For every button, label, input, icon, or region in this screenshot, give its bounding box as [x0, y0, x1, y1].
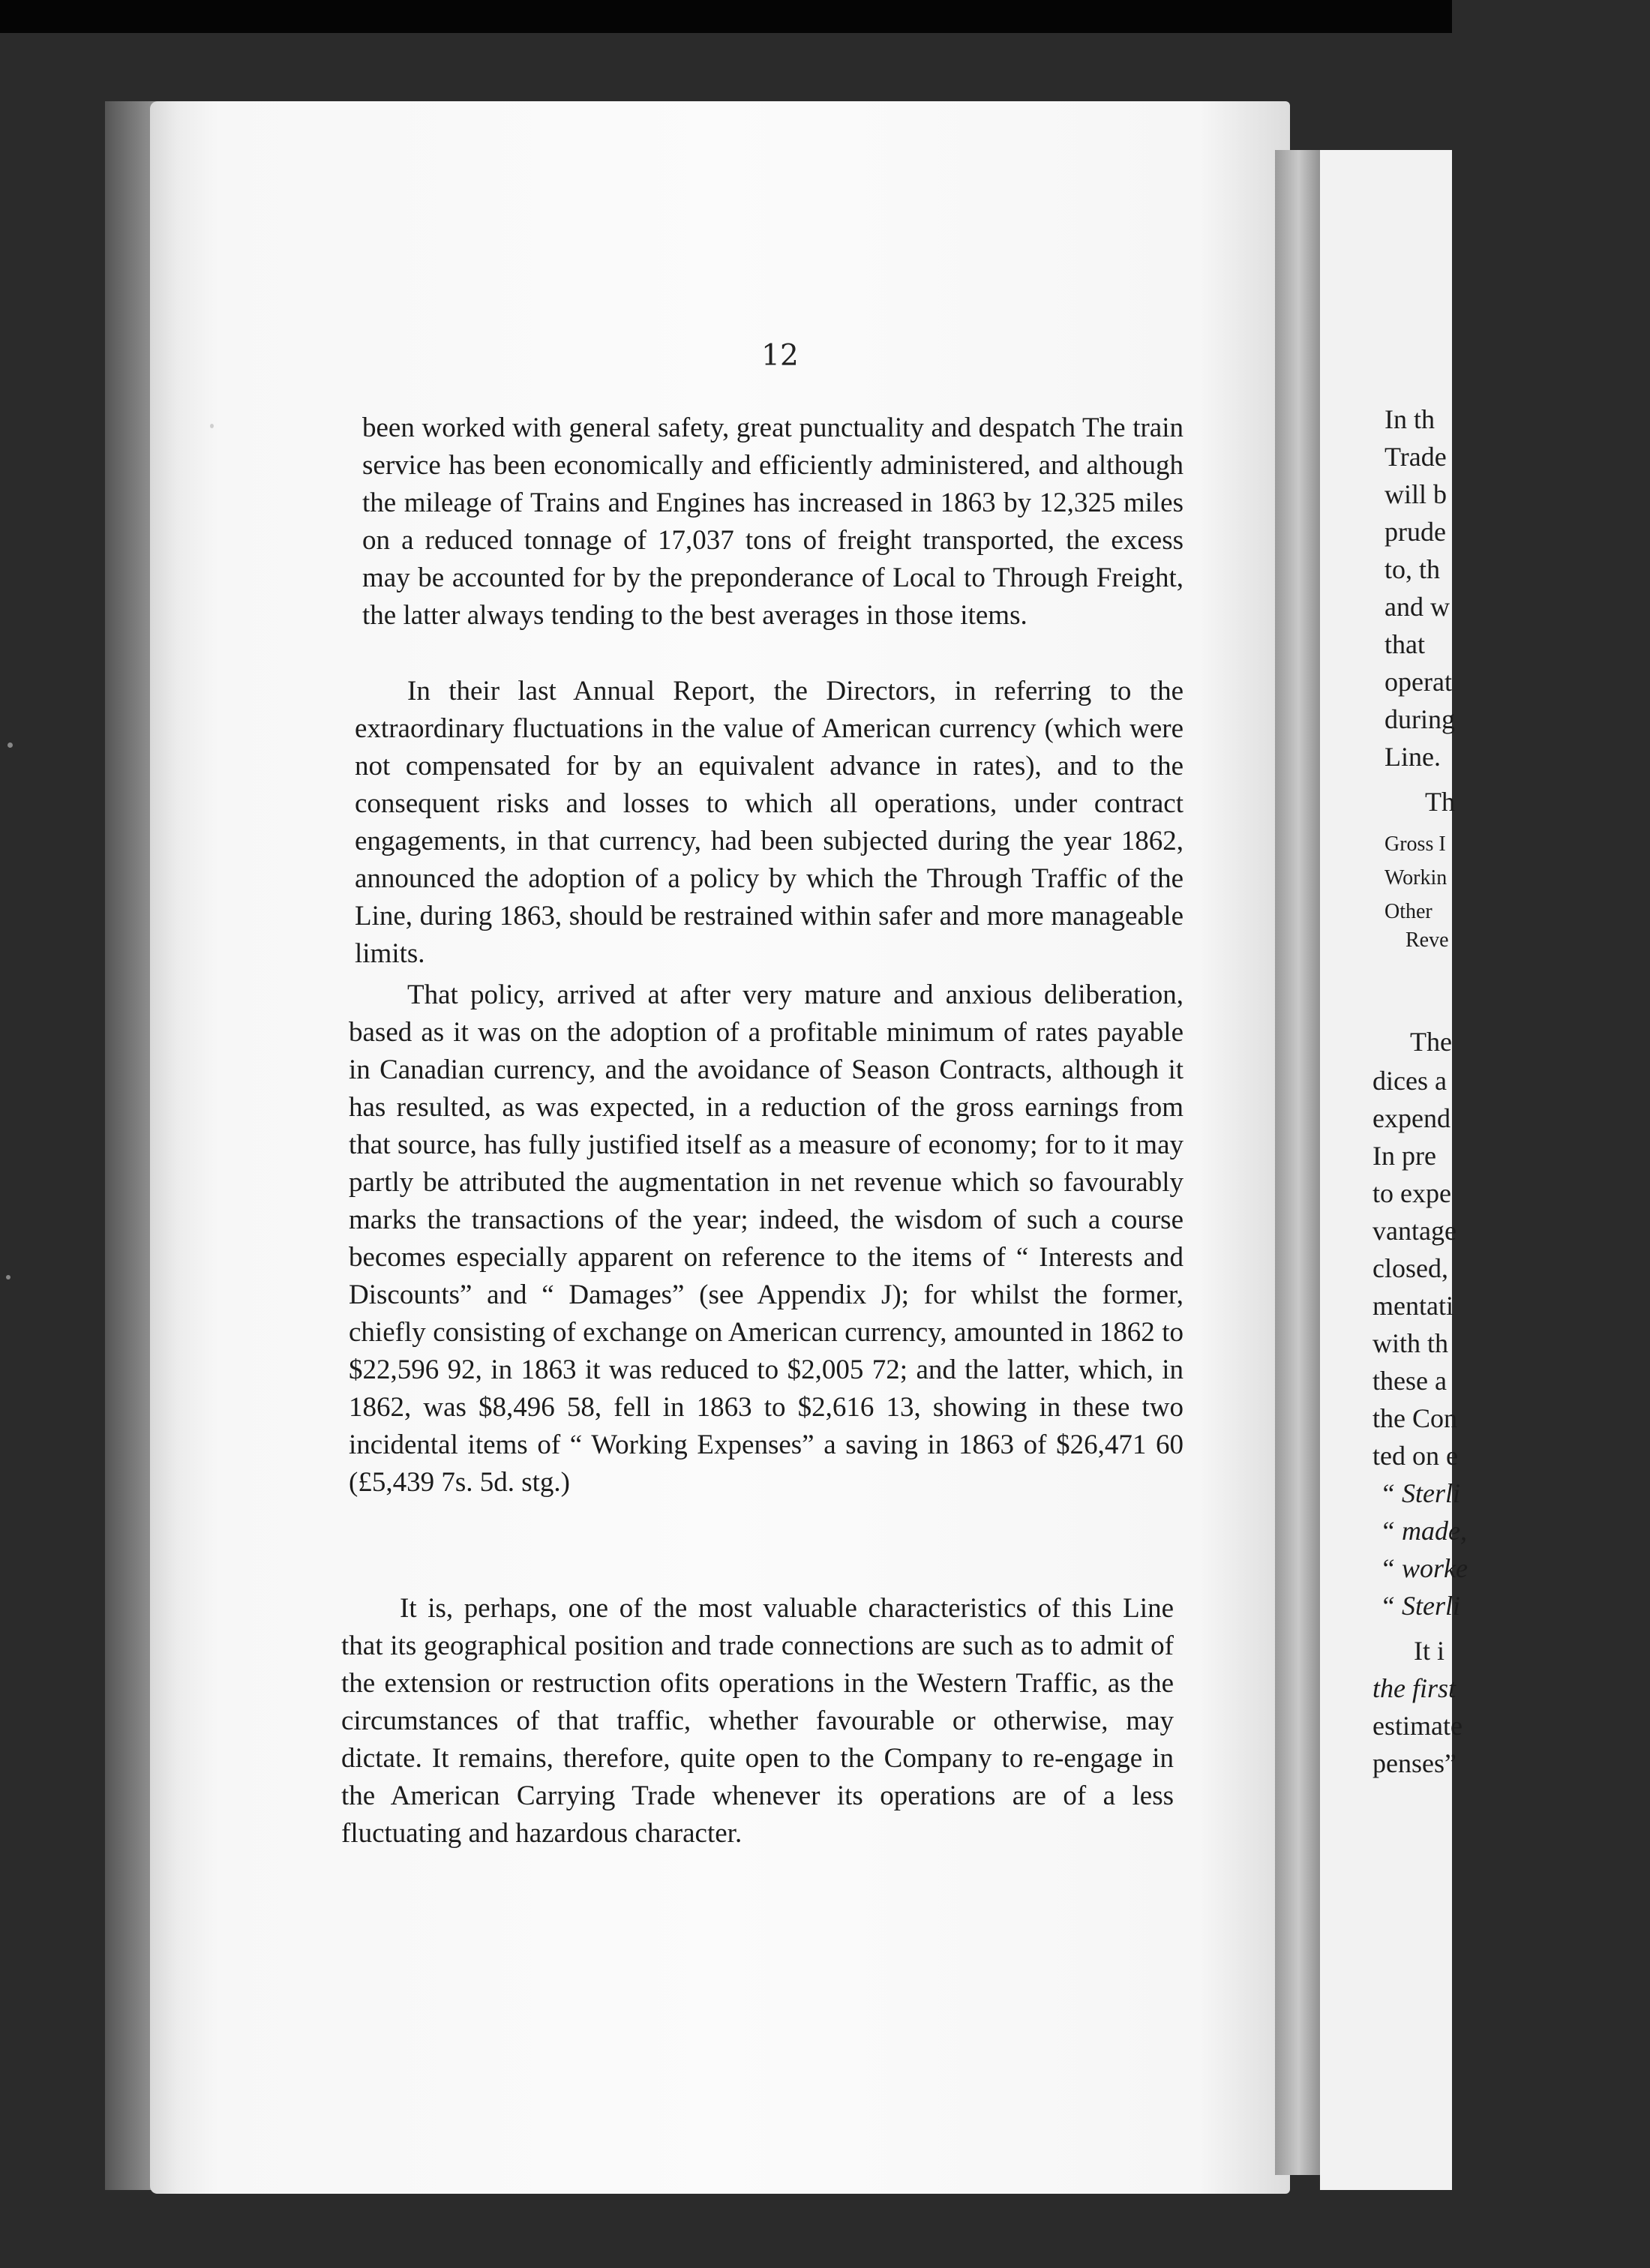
right-page-line: Th — [1425, 787, 1455, 817]
right-page-line: Reve — [1406, 928, 1449, 952]
right-page-line: the Con — [1372, 1403, 1457, 1433]
right-page-line: “ made, — [1380, 1516, 1467, 1546]
right-page-line: closed, — [1372, 1253, 1448, 1283]
right-page-line: operat — [1384, 667, 1452, 697]
right-page-line: prude — [1384, 517, 1446, 547]
right-page-line: with th — [1372, 1328, 1449, 1358]
right-page-line: to expe — [1372, 1178, 1451, 1208]
dust-speck — [210, 424, 214, 428]
dust-speck — [8, 742, 13, 748]
right-page-line: Trade — [1384, 442, 1447, 472]
right-page-line: mentati — [1372, 1291, 1454, 1321]
right-page-line: In th — [1384, 404, 1435, 434]
right-page-line: vantage — [1372, 1216, 1456, 1246]
right-page-line: and w — [1384, 592, 1450, 622]
paragraph-2: In their last Annual Report, the Directors, in referring to the extraordinary fluctuations in the value of American currency (which were not compensated for by an equivalent advance in rates), and to the consequent risks and losses to which all operations, under contract engagements, in that currency, had been subjected during the year 1862, announced the adoption of a policy by which the Through Traffic of the Line, during 1863, should be restrained within safer and more manageable limits. — [355, 676, 1184, 969]
scanner-top-border — [0, 0, 1452, 33]
right-page-line: The — [1410, 1027, 1452, 1057]
dust-speck — [6, 1275, 10, 1280]
right-page-line: estimate — [1372, 1711, 1462, 1741]
right-page-line: dices a — [1372, 1066, 1447, 1096]
right-page-line: “ worke — [1380, 1553, 1468, 1583]
right-page-line: the first — [1372, 1673, 1456, 1703]
book-page-right — [1320, 150, 1468, 2190]
right-page-line: ted on e — [1372, 1441, 1458, 1471]
right-page-line: It i — [1414, 1636, 1444, 1666]
paragraph-1: been worked with general safety, great punctuality and despatch The train service has been economically and efficiently administered, and although the mileage of Trains and Engines has increased in 1863 by 12,325 miles on a reduced tonnage of 17,037 tons of freight transported, the excess may be accounted for by the preponderance of Local to Through Freight, the latter always tending to the best averages in those items. — [362, 412, 1184, 631]
right-page-line: these a — [1372, 1366, 1447, 1396]
right-page-line: expend — [1372, 1103, 1450, 1133]
right-page-line: will b — [1384, 479, 1448, 509]
page-number: 12 — [761, 339, 799, 373]
right-page-line: during — [1384, 704, 1455, 734]
right-page-line: Workin — [1384, 866, 1448, 890]
right-page-line: “ Sterli — [1380, 1591, 1461, 1621]
right-page-line: “ Sterli — [1380, 1478, 1461, 1508]
paragraph-3: That policy, arrived at after very mature and anxious deliberation, based as it was on the adoption of a profitable minimum of rates payable in Canadian currency, and the avoidance of Season Contracts, although it has resulted, as was expected, in a reduction of the gross earnings from that source, has fully justified itself as a measure of economy; for to it may partly be attributed the augmentation in net revenue which so favourably marks the transactions of the year; indeed, the wisdom of such a course becomes especially apparent on reference to the items of “ Interests and Discounts” and “ Damages” (see Appendix J); for whilst the former, chiefly consisting of exchange on American currency, amounted in 1862 to $22,596 92, in 1863 it was reduced to $2,005 72; and the latter, which, in 1862, was $8,496 58, fell in 1863 to $2,616 13, showing in these two incidental items of “ Working Expenses” a saving in 1863 of $26,471 60 (£5,439 7s. 5d. stg.) — [349, 980, 1184, 1498]
right-page-line: In pre — [1372, 1141, 1436, 1171]
right-page-line: Other — [1384, 900, 1432, 923]
right-page-line: Gross I — [1384, 832, 1446, 856]
right-page-line: that — [1384, 629, 1425, 659]
right-page-line: Line. — [1384, 742, 1441, 772]
paragraph-4: It is, perhaps, one of the most valuable characteristics of this Line that its geographical position and trade connections are such as to admit of the extension or restruction ofits operations in the Western Traffic, as the circumstances of that traffic, whether favourable or otherwise, may dictate. It remains, therefore, quite open to the Company to re-engage in the American Carrying Trade whenever its operations are of a less fluctuating and hazardous character. — [341, 1593, 1174, 1849]
right-page-line: penses” — [1372, 1748, 1456, 1778]
right-page-line: to, th — [1384, 554, 1441, 584]
